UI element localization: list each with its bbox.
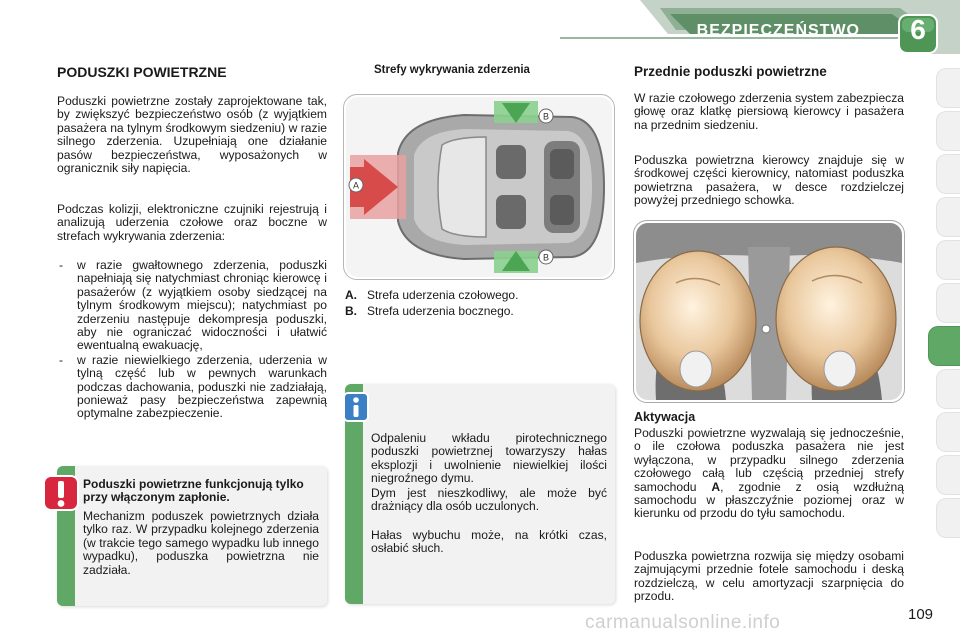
page-number: 109 xyxy=(908,606,934,623)
watermark: carmanualsonline.info xyxy=(585,612,781,633)
legend-item xyxy=(345,287,615,303)
zone-label-a: A xyxy=(352,180,360,191)
info-paragraph: Odpaleniu wkładu pirotechnicznego poduszki powietrznej towarzyszy hałas eksplozji i uwolnienie niewielkiej ilości niegroźnego dymu. xyxy=(371,431,607,486)
chapter-tab[interactable] xyxy=(936,369,960,409)
chapter-tab[interactable] xyxy=(936,197,960,237)
info-paragraph: Hałas wybuchu może, na krótki czas, osłabić słuch. xyxy=(371,528,607,556)
activation-text: , zgodnie z osią wzdłużną samochodu w płaszczyźnie poziomej oraz w kierunku od przodu do tyłu samochodu. xyxy=(634,479,904,521)
legend-text: Strefa uderzenia bocznego. xyxy=(367,304,514,318)
chapter-number: 6 xyxy=(910,14,926,45)
deployment-paragraph: Poduszka powietrzna rozwija się między osobami zajmującymi przednie fotele samochodu i deską rozdzielczą, w celu amortyzacji szarpnięcia do przodu. xyxy=(634,549,904,604)
legend-text: Strefa uderzenia czołowego. xyxy=(367,288,519,302)
activation-title: Aktywacja xyxy=(634,410,696,424)
warning-text: Mechanizm poduszek powietrznych działa tylko raz. W przypadku kolejnego zderzenia (w trakcie tego samego wypadku lub innego wypadku), poduszka powietrzna nie zadziała. xyxy=(83,509,319,577)
figure-title: Strefy wykrywania zderzenia xyxy=(374,64,530,76)
activation-text: Poduszki powietrzne wyzwalają się jednocześnie, o ile czołowa poduszka pasażera nie jest wyłączona, w przypadku silnego zderzenia czołowego całą lub częścią przedniej strefy samochodu xyxy=(634,426,904,494)
chapter-tab[interactable] xyxy=(936,240,960,280)
chapter-tab[interactable] xyxy=(936,412,960,452)
warning-title: Poduszki powietrzne funkcjonują tylko przy włączonym zapłonie. xyxy=(83,477,304,505)
chapter-tab[interactable] xyxy=(936,498,960,538)
chapter-tab[interactable] xyxy=(936,68,960,108)
zones-legend xyxy=(345,287,615,319)
info-icon xyxy=(343,392,369,422)
chapter-tab[interactable] xyxy=(936,455,960,495)
legend-key: A. xyxy=(345,288,357,302)
legend-key: B. xyxy=(345,304,357,318)
info-box xyxy=(345,384,615,604)
front-airbags-location: Poduszka powietrzna kierowcy znajduje się w środkowej części kierownicy, natomiast poduszka powietrzna pasażera, w desce rozdzielczej powyżej przedniego schowka. xyxy=(634,153,904,208)
info-paragraph: Dym jest nieszkodliwy, ale może być drażniący dla osób uczulonych. xyxy=(371,486,607,514)
list-item: - w razie gwałtownego zderzenia, poduszki napełniają się natychmiast chroniąc kierowcę i pasażerów (z wyjątkiem osoby siedzącej na tylnym środkowym miejscu); natychmiast po zderzeniu następuje dekompresja poduszki, aby nie ograniczać widoczności i ułatwić ewentualną ewakuację, xyxy=(57,259,327,353)
chapter-tab-active[interactable] xyxy=(928,326,960,366)
list-item: - w razie niewielkiego zderzenia, uderzenia w tylną część lub w pewnych warunkach podczas dachowania, poduszki nie zadziałają, ponieważ pasy bezpieczeństwa zapewnią optymalne zabezpieczenie. xyxy=(57,354,327,421)
sensors-paragraph: Podczas kolizji, elektroniczne czujniki rejestrują i analizują uderzenia czołowe oraz boczne w strefach wykrywania zderzenia: xyxy=(57,202,327,243)
front-airbags-title: Przednie poduszki powietrzne xyxy=(634,64,827,79)
exclamation-icon xyxy=(42,474,80,512)
intro-paragraph: Poduszki powietrzne zostały zaprojektowane tak, by zwiększyć bezpieczeństwo osób (z wyjątkiem pasażera na tylnym środkowym siedzeniu) w razie silnego zderzenia. Uzupełniają one działanie pasów bezpieczeństwa, wyposażonych w ogranicznik siły napięcia. xyxy=(57,94,327,176)
chapter-tab[interactable] xyxy=(936,111,960,151)
zone-label-b: B xyxy=(542,111,550,122)
zone-key: A xyxy=(711,479,721,494)
section-title: PODUSZKI POWIETRZNE xyxy=(57,64,227,80)
chapter-tab[interactable] xyxy=(936,154,960,194)
front-airbags-paragraph: W razie czołowego zderzenia system zabezpiecza głowę oraz klatkę piersiową kierowcy i pasażera na przednim siedzeniu. xyxy=(634,91,904,132)
chapter-tabs xyxy=(928,68,960,541)
airbags-deployed-illustration xyxy=(636,223,902,400)
deployment-list xyxy=(57,259,327,422)
warning-box xyxy=(57,466,327,606)
zone-label-b: B xyxy=(542,252,550,263)
chapter-tab[interactable] xyxy=(936,283,960,323)
chapter-title: BEZPIECZEŃSTWO xyxy=(696,22,860,39)
activation-paragraph xyxy=(634,427,904,521)
crash-zones-diagram xyxy=(346,97,612,277)
legend-item xyxy=(345,303,615,319)
